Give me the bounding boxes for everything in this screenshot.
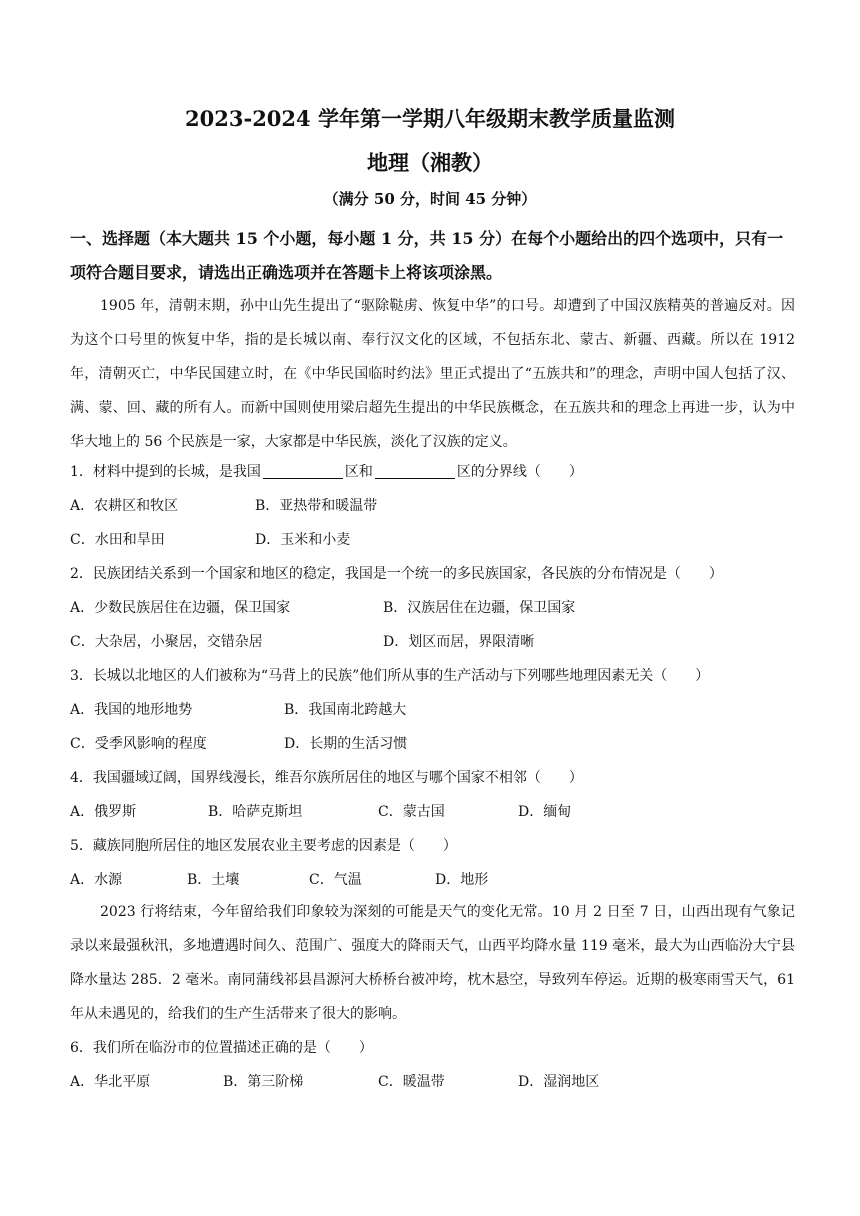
question-1-stem-part: 1．材料中提到的长城，是我国 [70, 464, 261, 480]
question-5-option-a: A．水源 [70, 872, 123, 888]
question-5-option-d: D．地形 [435, 872, 489, 888]
question-1-stem-part: 区的分界线（ ） [456, 464, 583, 480]
question-4-option-d: D．缅甸 [518, 804, 572, 820]
question-2-option-a: A．少数民族居住在边疆，保卫国家 [70, 600, 291, 616]
question-2-option-d: D．划区而居，界限清晰 [383, 634, 535, 650]
exam-subject: 地理（湘教） [367, 150, 493, 175]
question-3-stem: 3．长城以北地区的人们被称为“马背上的民族”他们所从事的生产活动与下列哪些地理因素无关（ ） [70, 668, 710, 684]
question-2-option-c: C．大杂居，小聚居，交错杂居 [70, 634, 263, 650]
question-4-stem: 4．我国疆域辽阔，国界线漫长，维吾尔族所居住的地区与哪个国家不相邻（ ） [70, 770, 583, 786]
question-2-stem: 2．民族团结关系到一个国家和地区的稳定，我国是一个统一的多民族国家，各民族的分布情况是（ ） [70, 566, 723, 582]
question-6-option-d: D．湿润地区 [518, 1074, 600, 1090]
question-1-stem-part: 区和 [344, 464, 373, 480]
question-1-option-c: C．水田和旱田 [70, 532, 165, 548]
question-2-option-b: B．汉族居住在边疆，保卫国家 [383, 600, 576, 616]
question-1-option-a: A．农耕区和牧区 [70, 498, 179, 514]
question-6-stem: 6．我们所在临汾市的位置描述正确的是（ ） [70, 1040, 373, 1056]
question-4-option-c: C．蒙古国 [378, 804, 445, 820]
exam-score-time-note: （满分 50 分，时间 45 分钟） [323, 190, 537, 208]
question-3-option-b: B．我国南北跨越大 [284, 702, 407, 718]
question-5-option-c: C．气温 [309, 872, 362, 888]
section-heading: 一、选择题（本大题共 15 个小题，每小题 1 分，共 15 分）在每个小题给出的四个选项中，只有一项符合题目要求，请选出正确选项并在答题卡上将该项涂黑。 [70, 229, 784, 282]
question-5-option-b: B．土壤 [187, 872, 240, 888]
question-3-option-a: A．我国的地形地势 [70, 702, 193, 718]
question-5-stem: 5．藏族同胞所居住的地区发展农业主要考虑的因素是（ ） [70, 838, 457, 854]
answer-blank [375, 460, 455, 479]
question-1-option-d: D．玉米和小麦 [255, 532, 351, 548]
question-4-option-b: B．哈萨克斯坦 [208, 804, 303, 820]
question-1-stem [70, 455, 583, 489]
question-1-option-b: B．亚热带和暖温带 [255, 498, 378, 514]
reading-material-1: 1905 年，清朝末期，孙中山先生提出了“驱除鞑虏、恢复中华”的口号。却遭到了中国汉族精英的普遍反对。因为这个口号里的恢复中华，指的是长城以南、奉行汉文化的区域，不包括东北、蒙古、新疆、西藏。所以在 1912 年，清朝灭亡，中华民国建立时，在《中华民国临时约法》里正式提出了“五族共和”的理念，声明中国人包括了汉、满、蒙、回、藏的所有人。而新中国则使用梁启超先生提出的中华民族概念，在五族共和的理念上再进一步，认为中华大地上的 56 个民族是一家，大家都是中华民族，淡化了汉族的定义。 [70, 298, 795, 450]
question-6-option-c: C．暖温带 [378, 1074, 445, 1090]
reading-material-2: 2023 行将结束，今年留给我们印象较为深刻的可能是天气的变化无常。10 月 2 日至 7 日，山西出现有气象记录以来最强秋汛，多地遭遇时间久、范围广、强度大的降雨天气，山西平均降水量 119 毫米，最大为山西临汾大宁县降水量达 285．2 毫米。南同蒲线祁县昌源河大桥桥台被冲垮，枕木悬空，导致列车停运。近期的极寒雨雪天气，61 年从未遇见的，给我们的生产生活带来了很大的影响。 [70, 904, 795, 1022]
question-6-option-b: B．第三阶梯 [223, 1074, 304, 1090]
answer-blank [263, 460, 343, 479]
exam-title: 2023-2024 学年第一学期八年级期末教学质量监测 [185, 106, 675, 131]
question-3-option-d: D．长期的生活习惯 [284, 736, 408, 752]
question-4-option-a: A．俄罗斯 [70, 804, 137, 820]
question-6-option-a: A．华北平原 [70, 1074, 151, 1090]
question-3-option-c: C．受季风影响的程度 [70, 736, 207, 752]
